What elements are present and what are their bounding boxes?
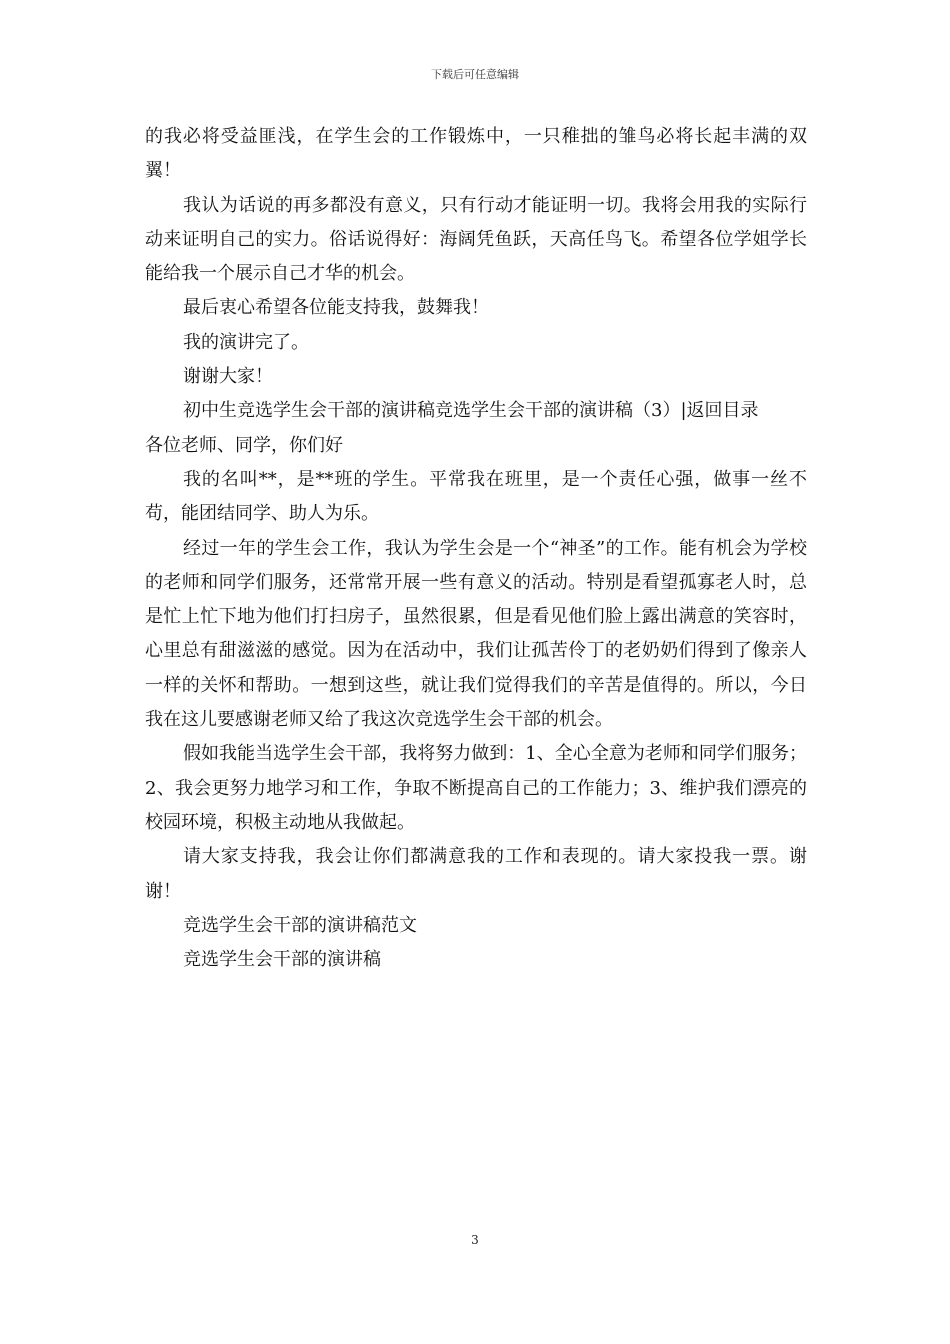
subheading: 竞选学生会干部的演讲稿范文 [183,914,417,936]
paragraph: 假如我能当选学生会干部，我将努力做到：1、全心全意为老师和同学们服务；2、我会更努力地学习和工作，争取不断提高自己的工作能力；3、维护我们漂亮的校园环境，积极主动地从我做起。 [145,743,807,833]
paragraph: 最后衷心希望各位能支持我，鼓舞我！ [183,297,489,319]
page-header: 下载后可任意编辑 [431,68,519,81]
section-title-link[interactable]: 初中生竞选学生会干部的演讲稿竞选学生会干部的演讲稿（3）|返回目录 [183,400,759,422]
paragraph: 我的演讲完了。 [183,331,309,353]
paragraph: 谢谢大家！ [183,366,273,388]
page-number: 3 [471,1233,479,1247]
greeting: 各位老师、同学，你们好 [145,434,343,456]
paragraph: 我认为话说的再多都没有意义，只有行动才能证明一切。我将会用我的实际行动来证明自己的实力。俗话说得好：海阔凭鱼跃，天高任鸟飞。希望各位学姐学长能给我一个展示自己才华的机会。 [145,194,807,285]
paragraph: 的我必将受益匪浅，在学生会的工作锻炼中，一只稚拙的雏鸟必将长起丰满的双翼！ [145,126,807,182]
document-body [145,120,807,977]
subheading: 竞选学生会干部的演讲稿 [183,949,381,971]
paragraph: 经过一年的学生会工作，我认为学生会是一个“神圣”的工作。能有机会为学校的老师和同学们服务，还常常开展一些有意义的活动。特别是看望孤寡老人时，总是忙上忙下地为他们打扫房子，虽然很累，但是看见他们脸上露出满意的笑容时，心里总有甜滋滋的感觉。因为在活动中，我们让孤苦伶丁的老奶奶们得到了像亲人一样的关怀和帮助。一想到这些，就让我们觉得我们的辛苦是值得的。所以，今日我在这儿要感谢老师又给了我这次竞选学生会干部的机会。 [145,537,807,731]
paragraph: 请大家支持我，我会让你们都满意我的工作和表现的。请大家投我一票。谢谢！ [145,846,807,902]
paragraph: 我的名叫**，是**班的学生。平常我在班里，是一个责任心强，做事一丝不苟，能团结同学、助人为乐。 [145,468,807,525]
